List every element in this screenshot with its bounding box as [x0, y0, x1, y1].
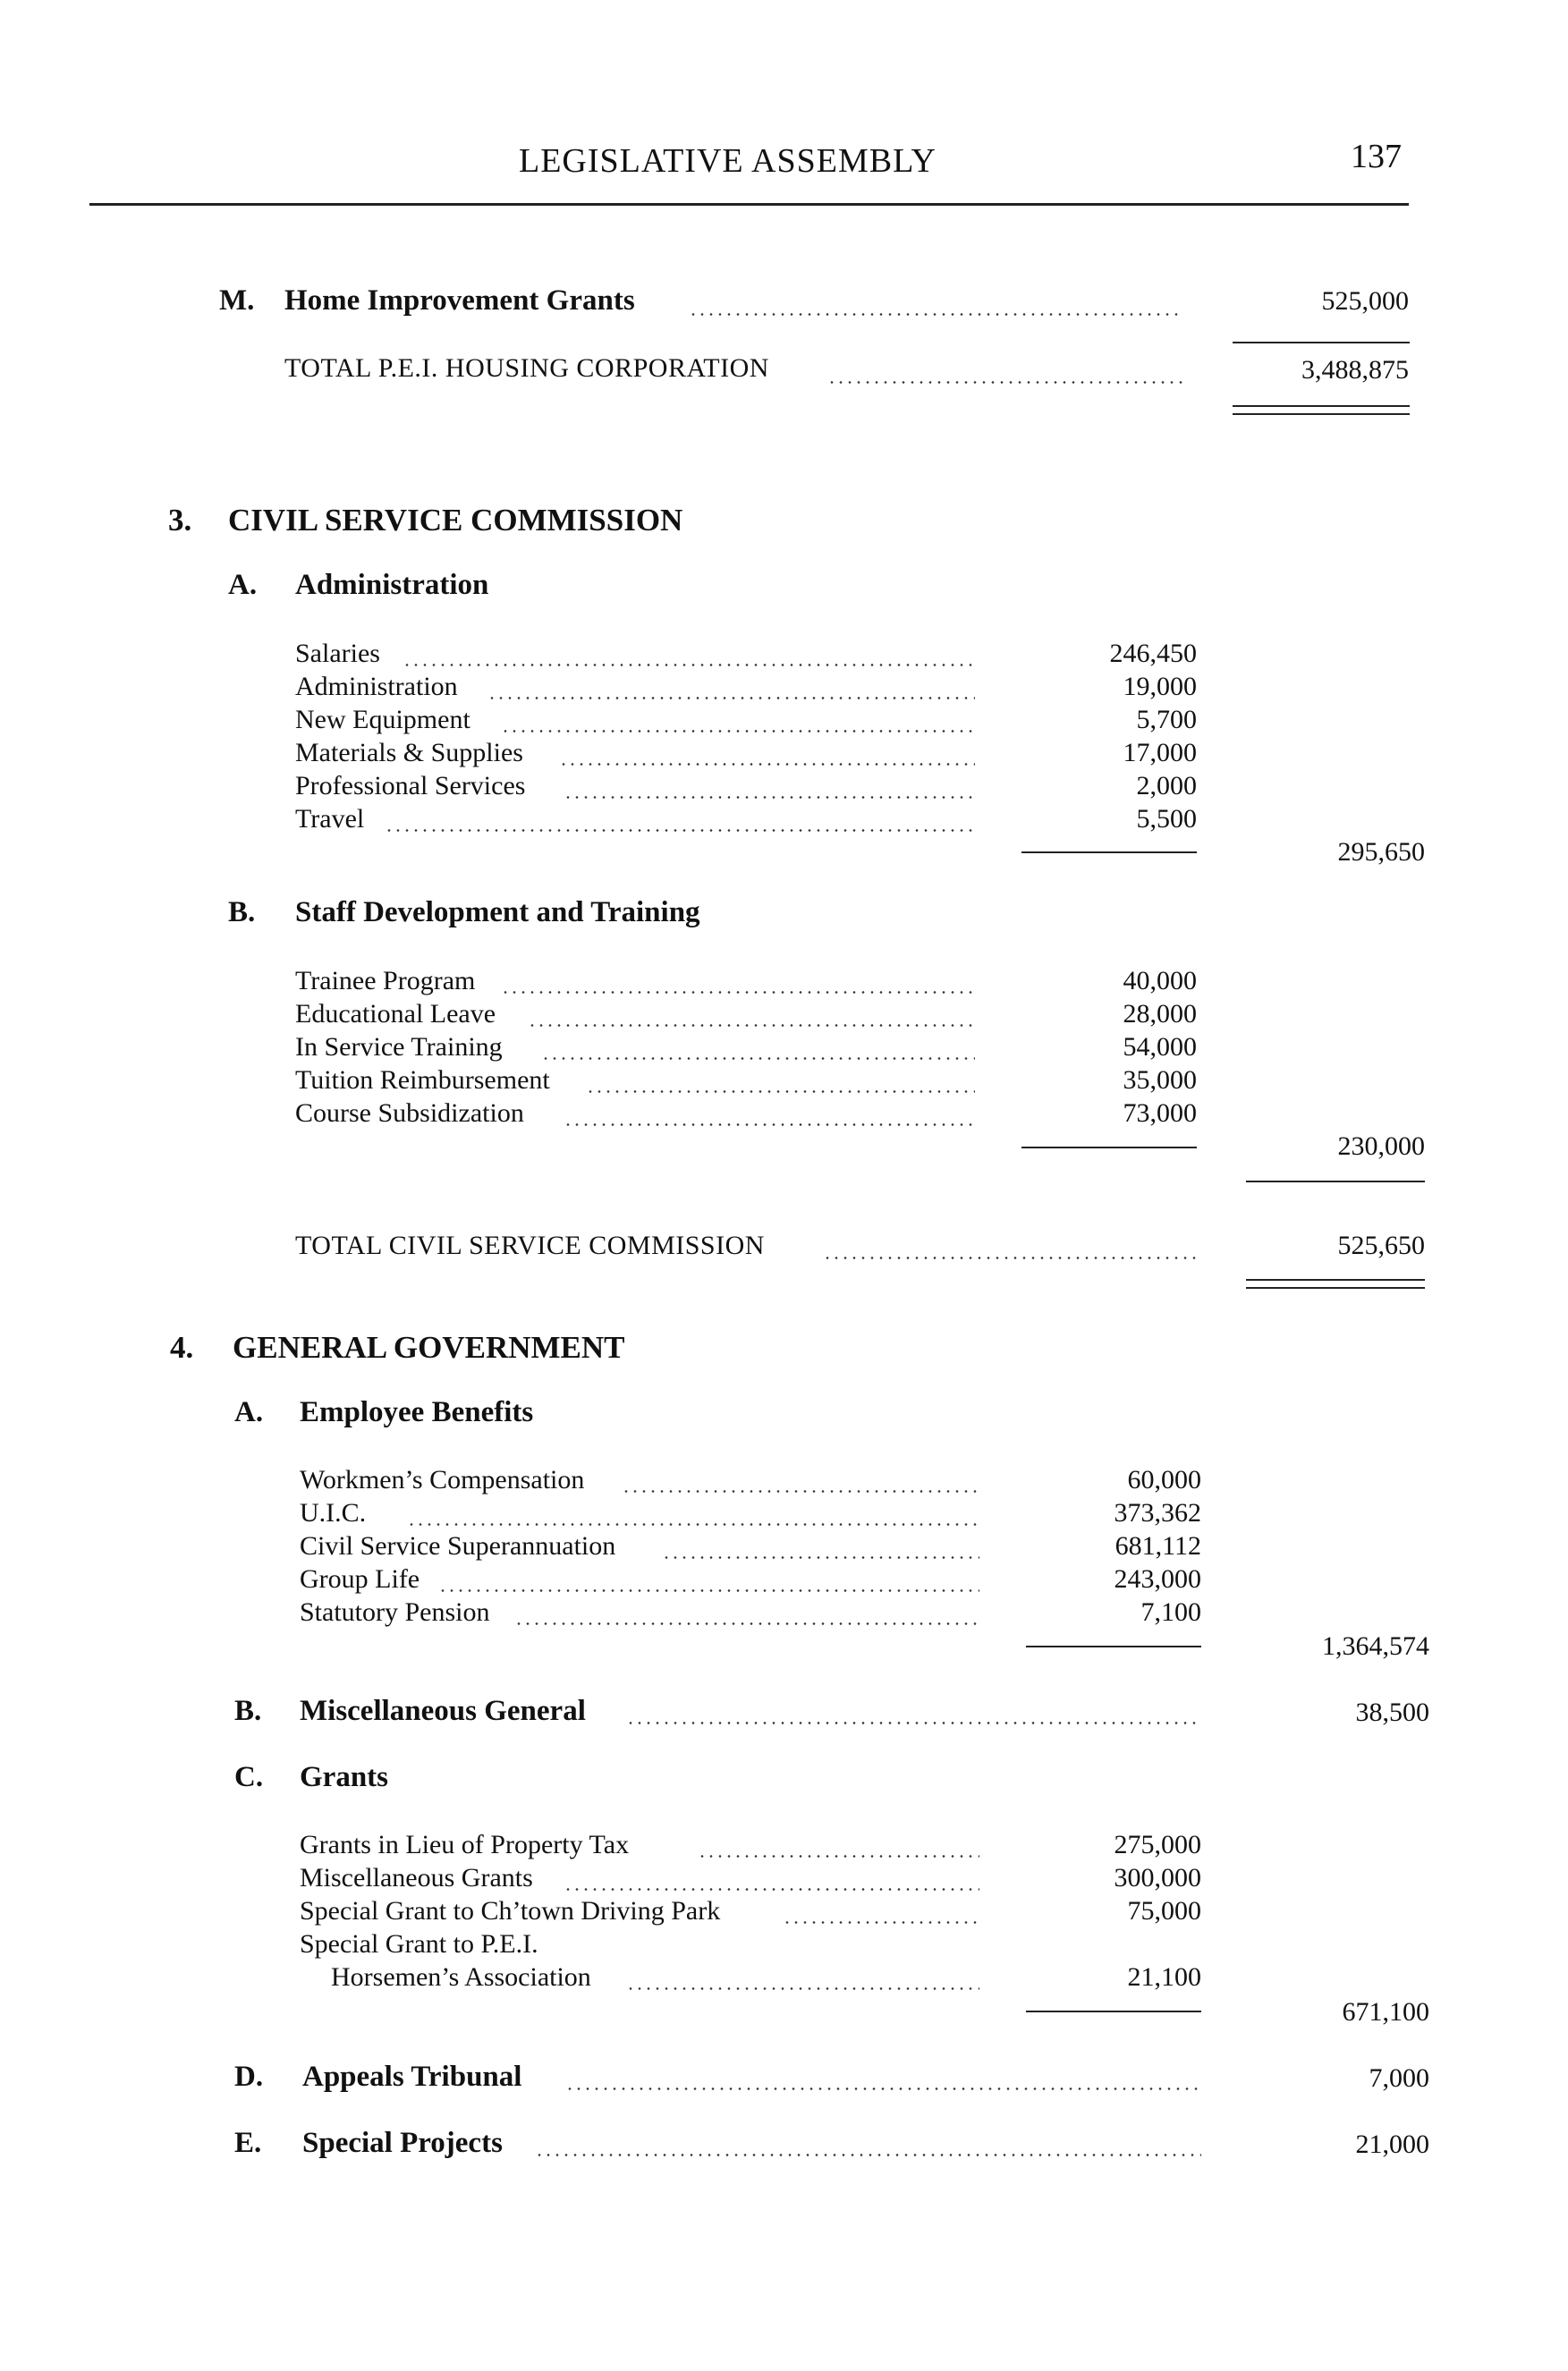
section-4c-title: Grants [300, 1761, 388, 1793]
leader-dots [586, 1090, 975, 1093]
section-3-number: 3. [168, 503, 192, 538]
line-item-amount: 5,700 [1136, 705, 1197, 734]
line-item-label: Workmen’s Compensation [300, 1465, 585, 1495]
line-item-label: Tuition Reimbursement [295, 1065, 550, 1095]
line-item-label: Horsemen’s Association [331, 1962, 591, 1992]
line-item-amount: 246,450 [1109, 639, 1197, 668]
leader-dots [501, 991, 975, 994]
section-4-title: GENERAL GOVERNMENT [233, 1330, 625, 1365]
line-item-label: Educational Leave [295, 999, 496, 1029]
section-4b-amount: 38,500 [1355, 1698, 1429, 1727]
leader-dots [689, 313, 1181, 316]
line-item-label: Civil Service Superannuation [300, 1531, 616, 1561]
line-item-amount: 2,000 [1136, 771, 1197, 800]
total-civil-service-label: TOTAL CIVIL SERVICE COMMISSION [295, 1231, 765, 1260]
total-housing-amount: 3,488,875 [1301, 355, 1409, 385]
line-item-label: Materials & Supplies [295, 738, 523, 767]
leader-dots [535, 2154, 1201, 2156]
leader-dots [662, 1556, 979, 1559]
subtotal-rule [1026, 2011, 1201, 2012]
line-item-label: Special Grant to P.E.I. [300, 1929, 538, 1959]
section-4d-amount: 7,000 [1369, 2063, 1429, 2093]
m-amount: 525,000 [1321, 286, 1409, 316]
leader-dots [783, 1921, 979, 1924]
page-number: 137 [1351, 138, 1402, 175]
leader-dots [564, 1888, 979, 1891]
subtotal-rule [1021, 851, 1197, 853]
leader-dots [626, 1722, 1199, 1724]
leader-dots [564, 796, 975, 799]
line-item-label: Special Grant to Ch’town Driving Park [300, 1896, 721, 1926]
line-item-label: Miscellaneous Grants [300, 1863, 533, 1893]
leader-dots [698, 1855, 979, 1858]
section-4-number: 4. [170, 1330, 194, 1365]
leader-dots [501, 730, 975, 732]
leader-dots [403, 664, 975, 666]
line-item-amount: 40,000 [1123, 966, 1197, 995]
line-item-amount: 373,362 [1114, 1498, 1201, 1528]
line-item-label: Professional Services [295, 771, 526, 800]
section-3-title: CIVIL SERVICE COMMISSION [228, 503, 683, 538]
section-3b-subtotal: 230,000 [1337, 1131, 1425, 1161]
line-item-label: Administration [295, 672, 458, 701]
section-3a-subtotal: 295,650 [1337, 837, 1425, 867]
line-item-amount: 28,000 [1123, 999, 1197, 1029]
section-4a-title: Employee Benefits [300, 1396, 534, 1428]
subtotal-rule [1026, 1646, 1201, 1647]
page-header-title: LEGISLATIVE ASSEMBLY [519, 142, 937, 180]
leader-dots [541, 1057, 975, 1060]
m-title: Home Improvement Grants [284, 284, 635, 317]
section-3a-letter: A. [228, 569, 258, 601]
section-4c-subtotal: 671,100 [1342, 1997, 1429, 2027]
leader-dots [559, 763, 975, 766]
header-rule [89, 203, 1409, 206]
line-item-amount: 60,000 [1127, 1465, 1201, 1495]
leader-dots [827, 381, 1185, 384]
leader-dots [487, 697, 975, 699]
line-item-amount: 681,112 [1115, 1531, 1201, 1561]
line-item-amount: 73,000 [1123, 1098, 1197, 1128]
line-item-label: In Service Training [295, 1032, 503, 1062]
line-item-amount: 17,000 [1123, 738, 1197, 767]
subtotal-rule [1233, 342, 1410, 343]
subtotal-rule [1246, 1181, 1425, 1182]
line-item-amount: 54,000 [1123, 1032, 1197, 1062]
line-item-label: New Equipment [295, 705, 470, 734]
leader-dots [564, 1123, 975, 1126]
leader-dots [385, 829, 975, 832]
line-item-label: Travel [295, 804, 365, 834]
section-3a-title: Administration [295, 569, 489, 601]
line-item-amount: 75,000 [1127, 1896, 1201, 1926]
leader-dots [565, 2087, 1200, 2090]
section-4a-subtotal: 1,364,574 [1322, 1631, 1429, 1661]
line-item-amount: 275,000 [1114, 1830, 1201, 1859]
line-item-label: Statutory Pension [300, 1597, 490, 1627]
section-4e-amount: 21,000 [1355, 2130, 1429, 2159]
section-4a-letter: A. [234, 1396, 264, 1428]
leader-dots [823, 1257, 1199, 1259]
line-item-amount: 300,000 [1114, 1863, 1201, 1893]
section-4b-letter: B. [234, 1695, 262, 1727]
double-rule-bottom [1246, 1287, 1425, 1289]
m-letter: M. [219, 284, 255, 317]
section-4e-letter: E. [234, 2127, 262, 2159]
line-item-amount: 5,500 [1136, 804, 1197, 834]
section-4d-title: Appeals Tribunal [302, 2061, 522, 2093]
line-item-amount: 35,000 [1123, 1065, 1197, 1095]
leader-dots [622, 1490, 979, 1493]
leader-dots [407, 1523, 979, 1526]
section-4b-title: Miscellaneous General [300, 1695, 586, 1727]
section-4c-letter: C. [234, 1761, 264, 1793]
line-item-label: Trainee Program [295, 966, 476, 995]
section-3b-title: Staff Development and Training [295, 896, 700, 928]
line-item-amount: 7,100 [1140, 1597, 1201, 1627]
double-rule-bottom [1233, 413, 1410, 415]
line-item-label: U.I.C. [300, 1498, 367, 1528]
line-item-label: Grants in Lieu of Property Tax [300, 1830, 630, 1859]
total-civil-service-amount: 525,650 [1337, 1231, 1425, 1260]
leader-dots [528, 1024, 975, 1027]
section-4e-title: Special Projects [302, 2127, 503, 2159]
double-rule-top [1246, 1279, 1425, 1281]
subtotal-rule [1021, 1147, 1197, 1148]
total-housing-label: TOTAL P.E.I. HOUSING CORPORATION [284, 353, 769, 383]
section-3b-letter: B. [228, 896, 256, 928]
section-4d-letter: D. [234, 2061, 264, 2093]
line-item-amount: 21,100 [1127, 1962, 1201, 1992]
line-item-label: Group Life [300, 1564, 420, 1594]
line-item-amount: 243,000 [1114, 1564, 1201, 1594]
leader-dots [438, 1589, 979, 1592]
line-item-label: Salaries [295, 639, 380, 668]
double-rule-top [1233, 405, 1410, 407]
line-item-label: Course Subsidization [295, 1098, 524, 1128]
line-item-amount: 19,000 [1123, 672, 1197, 701]
leader-dots [514, 1622, 979, 1625]
leader-dots [626, 1987, 979, 1990]
